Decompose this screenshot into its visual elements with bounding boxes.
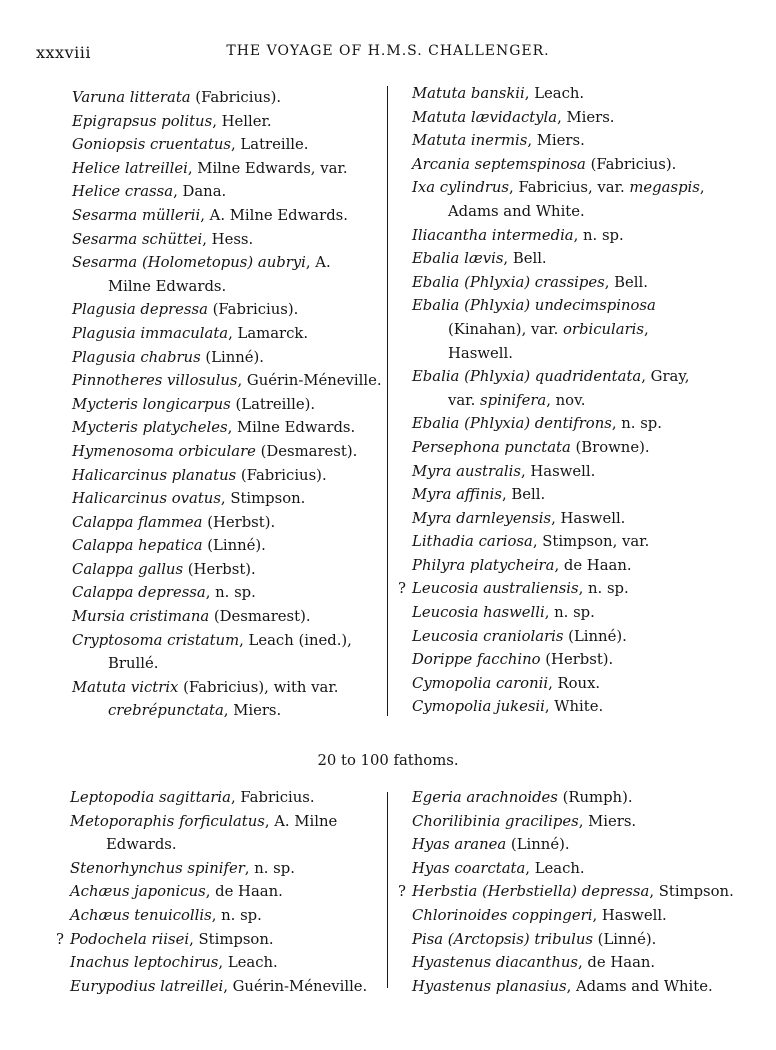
- species-name: Stenorhynchus spinifer: [70, 859, 245, 877]
- species-entry: [398, 928, 748, 952]
- species-authority: , n. sp.: [544, 604, 595, 622]
- species-entry: [398, 176, 748, 223]
- species-entry: [398, 82, 748, 106]
- species-authority: , Heller.: [212, 112, 272, 130]
- species-entry: [58, 416, 376, 440]
- species-continuation: [72, 652, 376, 676]
- species-name: Cymopolia jukesii: [412, 698, 545, 716]
- species-authority: , Leach.: [218, 954, 278, 972]
- species-line: [70, 928, 374, 952]
- species-variety: crebrépunctata: [108, 702, 224, 720]
- species-entry: [398, 365, 748, 412]
- species-name: Pinnotheres villosulus: [72, 372, 238, 390]
- species-authority: , Guérin-Méneville.: [237, 372, 382, 390]
- species-line: [412, 271, 748, 295]
- species-entry: [58, 346, 376, 370]
- species-name: Leptopodia sagittaria: [70, 789, 231, 806]
- species-name: Eurypodius latreillei: [70, 977, 224, 995]
- species-authority: , Leach (ined.),: [239, 631, 352, 649]
- species-entry: [398, 695, 748, 719]
- species-line: [70, 786, 374, 810]
- species-name: Goniopsis cruentatus: [72, 136, 232, 154]
- species-line: [412, 224, 748, 248]
- species-name: Plagusia depressa: [72, 301, 208, 319]
- species-entry: [398, 951, 748, 975]
- species-authority: (Browne).: [570, 438, 650, 456]
- species-name: Myra australis: [412, 462, 521, 480]
- species-line: [412, 601, 748, 625]
- species-authority: , de Haan.: [578, 954, 656, 972]
- species-name: Herbstia (Herbstiella) depressa: [412, 883, 650, 901]
- species-authority: (Fabricius).: [190, 89, 282, 106]
- query-mark: ?: [398, 883, 406, 901]
- species-line: [72, 322, 376, 346]
- species-entry: [56, 880, 374, 904]
- species-authority: , Gray,: [641, 368, 690, 386]
- species-entry: [58, 511, 376, 535]
- species-name: Matuta lævidactyla: [412, 108, 558, 126]
- species-entry: [398, 810, 748, 834]
- species-column-left: [58, 86, 382, 723]
- species-authority: , Dana.: [173, 183, 227, 201]
- species-continuation: [412, 389, 748, 413]
- species-line: [412, 577, 748, 601]
- species-authority: , Adams and White.: [566, 977, 713, 995]
- species-line: [412, 951, 748, 975]
- species-name: Leucosia craniolaris: [412, 627, 564, 645]
- species-name: Philyra platycheira: [412, 556, 555, 574]
- species-authority: , Guérin-Méneville.: [223, 977, 368, 995]
- species-name: Sesarma (Holometopus) aubryi: [72, 254, 306, 272]
- species-authority: (Desmarest).: [255, 442, 358, 460]
- species-line: [70, 857, 374, 881]
- species-entry: [56, 928, 374, 952]
- species-name: Ebalia lævis: [412, 250, 504, 268]
- species-line: [72, 605, 376, 629]
- species-line: [412, 625, 748, 649]
- species-authority: , Milne Edwards, var.: [187, 159, 348, 177]
- species-entry: [56, 975, 374, 999]
- species-line: [72, 86, 376, 110]
- species-line: [72, 676, 376, 700]
- species-line: [412, 833, 748, 857]
- species-line: [412, 904, 748, 928]
- species-name: Hyastenus diacanthus: [412, 954, 579, 972]
- species-name: Calappa depressa: [72, 584, 206, 602]
- species-authority: , Stimpson.: [649, 883, 734, 901]
- species-name: Mycteris longicarpus: [72, 395, 231, 413]
- species-line: [70, 880, 374, 904]
- species-authority: , Lamarck.: [228, 324, 309, 342]
- species-line: [72, 464, 376, 488]
- species-authority: , Miers.: [223, 702, 282, 720]
- species-name: Mycteris platycheles: [72, 419, 228, 437]
- species-entry: [398, 483, 748, 507]
- species-line: [412, 412, 748, 436]
- species-entry: [58, 629, 376, 676]
- species-name: Ixa cylindrus: [412, 179, 510, 197]
- species-authority: (Kinahan), var.: [448, 320, 564, 338]
- species-line: [412, 176, 748, 200]
- species-authority: (Herbst).: [183, 560, 256, 578]
- species-line: [72, 228, 376, 252]
- species-authority: (Fabricius).: [207, 301, 299, 319]
- species-line: [412, 810, 748, 834]
- species-entry: [56, 904, 374, 928]
- species-authority: (Rumph).: [557, 789, 633, 806]
- species-name: Calappa flammea: [72, 513, 203, 531]
- species-entry: [58, 676, 376, 723]
- species-name: Leucosia haswelli: [412, 604, 545, 622]
- species-authority: ,: [699, 179, 705, 197]
- species-name: Mursia cristimana: [72, 608, 210, 626]
- species-line: [72, 558, 376, 582]
- species-name: Dorippe facchino: [412, 651, 541, 669]
- species-authority: , A.: [305, 254, 331, 272]
- species-authority: , Fabricius.: [230, 789, 315, 806]
- species-name: Hymenosoma orbiculare: [72, 442, 256, 460]
- species-name: Leucosia australiensis: [412, 580, 579, 598]
- species-entry: [58, 133, 376, 157]
- species-authority: , Hess.: [202, 230, 254, 248]
- species-entry: [58, 204, 376, 228]
- species-entry: [398, 460, 748, 484]
- species-name: Plagusia chabrus: [72, 348, 201, 366]
- species-authority: , Roux.: [548, 674, 601, 692]
- species-name: Chlorinoides coppingeri: [412, 906, 593, 924]
- species-authority: , Miers.: [557, 108, 615, 126]
- species-authority: , Latreille.: [231, 136, 309, 154]
- species-authority: , Fabricius, var.: [509, 179, 630, 197]
- species-name: Hyas coarctata: [412, 859, 526, 877]
- species-entry: [58, 605, 376, 629]
- species-continuation: [412, 318, 748, 342]
- species-line: [70, 951, 374, 975]
- species-entry: [58, 369, 382, 393]
- species-authority: , Miers.: [578, 812, 637, 830]
- species-entry: [398, 672, 748, 696]
- species-line: [72, 298, 376, 322]
- species-entry: [58, 110, 376, 134]
- species-line: [412, 880, 748, 904]
- species-name: Cryptosoma cristatum: [72, 631, 240, 649]
- species-authority: , Leach.: [525, 859, 585, 877]
- species-entry: [398, 412, 748, 436]
- species-name: Achæus tenuicollis: [70, 906, 212, 924]
- query-mark: ?: [56, 930, 64, 948]
- species-authority: , A. Milne Edwards.: [200, 206, 348, 224]
- species-name: Ebalia (Phlyxia) undecimspinosa: [412, 297, 656, 315]
- species-entry: [58, 157, 376, 181]
- species-authority: ,: [643, 320, 649, 338]
- species-entry: [58, 558, 376, 582]
- species-name: Iliacantha intermedia: [412, 226, 574, 244]
- species-authority: , de Haan.: [554, 556, 632, 574]
- species-name: Matuta victrix: [72, 678, 179, 696]
- species-line: [412, 530, 748, 554]
- species-name: Cymopolia caronii: [412, 674, 549, 692]
- species-authority: Edwards.: [106, 836, 177, 854]
- species-line: [72, 416, 376, 440]
- species-authority: , n. sp.: [205, 584, 256, 602]
- species-line: [412, 648, 748, 672]
- species-line: [72, 204, 376, 228]
- species-entry: [58, 251, 376, 298]
- species-authority: Milne Edwards.: [108, 277, 227, 295]
- species-entry: [398, 577, 748, 601]
- species-name: Chorilibinia gracilipes: [412, 812, 579, 830]
- species-line: [412, 695, 748, 719]
- species-name: Plagusia immaculata: [72, 324, 229, 342]
- species-line: [412, 365, 748, 389]
- species-name: Inachus leptochirus: [70, 954, 219, 972]
- species-name: Calappa hepatica: [72, 537, 203, 555]
- species-line: [412, 483, 748, 507]
- species-name: Pisa (Arctopsis) tribulus: [412, 930, 593, 948]
- species-authority: (Linné).: [200, 348, 264, 366]
- species-entry: [398, 271, 748, 295]
- species-line: [412, 153, 748, 177]
- species-authority: , Bell.: [503, 250, 547, 268]
- species-line: [72, 180, 376, 204]
- species-entry: [398, 554, 748, 578]
- species-entry: [58, 393, 376, 417]
- species-entry: [56, 857, 374, 881]
- species-column-left-2: [56, 786, 374, 998]
- species-authority: , Haswell.: [520, 462, 596, 480]
- species-line: [72, 346, 376, 370]
- species-continuation: [412, 200, 748, 224]
- species-authority: (Fabricius).: [236, 466, 327, 484]
- species-name: Varuna litterata: [72, 89, 191, 106]
- species-variety: spinifera: [480, 391, 547, 409]
- species-authority: var.: [448, 391, 481, 409]
- species-name: Myra affinis: [412, 486, 503, 504]
- species-authority: , de Haan.: [205, 883, 283, 901]
- species-authority: , Haswell.: [551, 509, 626, 527]
- species-name: Calappa gallus: [72, 560, 184, 578]
- species-continuation: [72, 275, 376, 299]
- species-entry: [398, 648, 748, 672]
- species-entry: [58, 86, 376, 110]
- page-number: xxxviii: [36, 43, 91, 62]
- species-line: [412, 975, 748, 999]
- species-line: [72, 440, 376, 464]
- species-continuation: Haswell.: [448, 344, 513, 362]
- species-authority: , Stimpson.: [220, 490, 306, 508]
- species-authority: , n. sp.: [244, 859, 295, 877]
- species-entry: [398, 975, 748, 999]
- section-heading: 20 to 100 fathoms.: [317, 752, 459, 769]
- species-authority: (Linné).: [592, 930, 657, 948]
- species-entry: [398, 106, 748, 130]
- species-line: [70, 810, 374, 834]
- species-authority: , Bell.: [502, 486, 546, 504]
- species-entry: [58, 180, 376, 204]
- species-line: [72, 110, 376, 134]
- species-name: Matuta inermis: [412, 132, 528, 150]
- species-name: Ebalia (Phlyxia) crassipes: [412, 273, 605, 291]
- species-variety: orbicularis: [563, 320, 644, 338]
- species-entry: [398, 129, 748, 153]
- species-line: [72, 487, 376, 511]
- species-name: Metoporaphis forficulatus: [70, 812, 265, 830]
- species-name: Helice crassa: [72, 183, 174, 201]
- species-name: Halicarcinus ovatus: [72, 490, 221, 508]
- species-entry: [398, 833, 748, 857]
- species-entry: [398, 436, 748, 460]
- species-authority: (Latreille).: [230, 395, 316, 413]
- species-entry: [58, 487, 376, 511]
- species-line: [412, 554, 748, 578]
- species-authority: (Herbst).: [202, 513, 276, 531]
- species-authority: , n. sp.: [611, 415, 662, 433]
- species-name: Egeria arachnoides: [412, 789, 558, 806]
- species-name: Hyas aranea: [412, 836, 507, 854]
- species-continuation: [72, 699, 376, 723]
- species-line: [412, 672, 748, 696]
- species-authority: (Fabricius).: [585, 155, 677, 173]
- species-entry: [398, 857, 748, 881]
- species-continuation: [70, 833, 374, 857]
- species-authority: (Linné).: [563, 627, 627, 645]
- species-line: [412, 294, 748, 318]
- species-authority: Adams and White.: [448, 202, 585, 220]
- species-name: Ebalia (Phlyxia) dentifrons: [412, 415, 612, 433]
- species-entry: [56, 786, 374, 810]
- species-authority: , Stimpson.: [189, 930, 274, 948]
- species-authority: , A. Milne: [264, 812, 338, 830]
- species-line: [412, 436, 748, 460]
- species-name: Persephona punctata: [412, 438, 571, 456]
- column-divider: [387, 86, 388, 716]
- species-authority: (Linné).: [202, 537, 266, 555]
- species-line: [412, 106, 748, 130]
- species-column-right-2: [398, 786, 748, 998]
- species-name: Myra darnleyensis: [412, 509, 552, 527]
- species-entry: [58, 534, 376, 558]
- species-line: [412, 460, 748, 484]
- species-variety: megaspis: [629, 179, 700, 197]
- species-authority: , n. sp.: [578, 580, 629, 598]
- species-line: [72, 251, 376, 275]
- species-entry: [58, 298, 376, 322]
- species-name: Halicarcinus planatus: [72, 466, 237, 484]
- species-line: [72, 511, 376, 535]
- species-line: [412, 507, 748, 531]
- species-authority: , White.: [544, 698, 604, 716]
- species-name: Arcania septemspinosa: [412, 155, 586, 173]
- species-line: [72, 369, 382, 393]
- species-authority: , n. sp.: [211, 906, 262, 924]
- species-name: Podochela riisei: [70, 930, 190, 948]
- species-authority: , Miers.: [527, 132, 585, 150]
- species-line: [412, 857, 748, 881]
- species-column-right: [398, 82, 748, 719]
- species-line: [412, 82, 748, 106]
- species-entry: [58, 228, 376, 252]
- species-authority: (Fabricius), with var.: [178, 678, 339, 696]
- species-entry: [398, 224, 748, 248]
- species-authority: , n. sp.: [573, 226, 624, 244]
- species-entry: [58, 440, 376, 464]
- species-line: [70, 975, 374, 999]
- species-authority: , Bell.: [604, 273, 648, 291]
- species-authority: Brullé.: [108, 655, 159, 673]
- species-authority: (Herbst).: [540, 651, 614, 669]
- species-line: [412, 247, 748, 271]
- species-authority: , Milne Edwards.: [227, 419, 356, 437]
- species-entry: [398, 880, 748, 904]
- species-line: [412, 928, 748, 952]
- species-line: [72, 581, 376, 605]
- species-name: Helice latreillei: [72, 159, 188, 177]
- species-authority: , nov.: [546, 391, 586, 409]
- species-authority: (Desmarest).: [209, 608, 311, 626]
- species-entry: [398, 247, 748, 271]
- species-name: Matuta banskii: [412, 85, 525, 102]
- species-line: [72, 393, 376, 417]
- species-entry: [398, 294, 748, 365]
- species-authority: , Haswell.: [592, 906, 667, 924]
- species-line: [412, 786, 748, 810]
- species-entry: [398, 786, 748, 810]
- species-name: Lithadia cariosa: [412, 533, 533, 551]
- species-authority: (Linné).: [506, 836, 570, 854]
- species-name: Hyastenus planasius: [412, 977, 567, 995]
- species-entry: [58, 464, 376, 488]
- species-entry: [58, 322, 376, 346]
- species-line: [72, 133, 376, 157]
- query-mark: ?: [398, 580, 406, 598]
- species-authority: , Leach.: [524, 85, 585, 102]
- species-name: Sesarma müllerii: [72, 206, 201, 224]
- species-entry: [56, 951, 374, 975]
- page-title: THE VOYAGE OF H.M.S. CHALLENGER.: [226, 43, 550, 59]
- species-entry: [58, 581, 376, 605]
- species-name: Achæus japonicus: [70, 883, 206, 901]
- species-entry: [398, 625, 748, 649]
- species-entry: [398, 601, 748, 625]
- species-entry: [398, 530, 748, 554]
- species-line: [72, 534, 376, 558]
- species-entry: [56, 810, 374, 857]
- species-line: [72, 157, 376, 181]
- species-line: [412, 129, 748, 153]
- species-name: Sesarma schüttei: [72, 230, 203, 248]
- species-entry: [398, 507, 748, 531]
- species-line: [70, 904, 374, 928]
- species-authority: , Stimpson, var.: [532, 533, 650, 551]
- species-entry: [398, 904, 748, 928]
- column-divider-2: [387, 792, 388, 988]
- species-entry: [398, 153, 748, 177]
- species-name: Ebalia (Phlyxia) quadridentata: [412, 368, 642, 386]
- species-name: Epigrapsus politus: [72, 112, 213, 130]
- species-line: [72, 629, 376, 653]
